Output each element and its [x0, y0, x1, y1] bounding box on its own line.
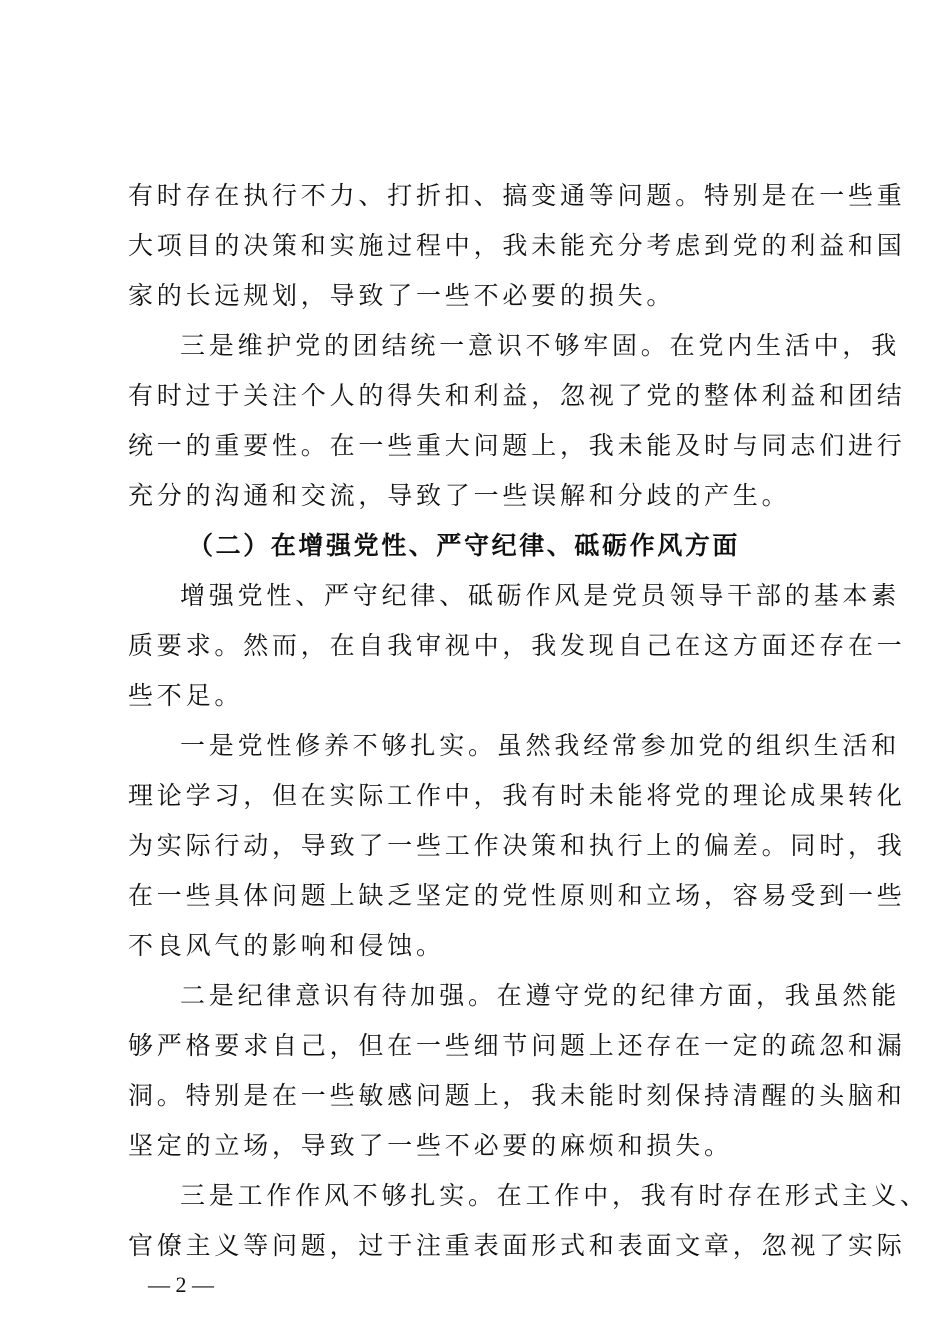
text-line: 不良风气的影响和侵蚀。: [128, 931, 445, 960]
paragraph-start-line: 二是纪律意识有待加强。在遵守党的纪律方面，我虽然能: [180, 981, 901, 1010]
text-line: 家的长远规划，导致了一些不必要的损失。: [128, 281, 676, 310]
page-number: — 2 —: [148, 1272, 214, 1297]
text-line: 大项目的决策和实施过程中，我未能充分考虑到党的利益和国: [128, 231, 906, 260]
section-heading: （二）在增强党性、严守纪律、砥砺作风方面: [188, 531, 741, 560]
text-line: 些不足。: [128, 681, 244, 710]
text-line: 洞。特别是在一些敏感问题上，我未能时刻保持清醒的头脑和: [128, 1081, 906, 1110]
text-line: 有时存在执行不力、打折扣、搞变通等问题。特别是在一些重: [128, 181, 906, 210]
text-line: 充分的沟通和交流，导致了一些误解和分歧的产生。: [128, 481, 791, 510]
text-line: 有时过于关注个人的得失和利益，忽视了党的整体利益和团结: [128, 381, 906, 410]
paragraph-start-line: 增强党性、严守纪律、砥砺作风是党员领导干部的基本素: [180, 581, 901, 610]
text-line: 在一些具体问题上缺乏坚定的党性原则和立场，容易受到一些: [128, 881, 906, 910]
text-line: 官僚主义等问题，过于注重表面形式和表面文章，忽视了实际: [128, 1231, 906, 1260]
paragraph-start-line: 一是党性修养不够扎实。虽然我经常参加党的组织生活和: [180, 731, 901, 760]
paragraph-start-line: 三是工作作风不够扎实。在工作中，我有时存在形式主义、: [180, 1181, 929, 1210]
text-line: 统一的重要性。在一些重大问题上，我未能及时与同志们进行: [128, 431, 906, 460]
text-line: 坚定的立场，导致了一些不必要的麻烦和损失。: [128, 1131, 733, 1160]
text-line: 够严格要求自己，但在一些细节问题上还存在一定的疏忽和漏: [128, 1031, 906, 1060]
paragraph-start-line: 三是维护党的团结统一意识不够牢固。在党内生活中，我: [180, 331, 901, 360]
text-line: 理论学习，但在实际工作中，我有时未能将党的理论成果转化: [128, 781, 906, 810]
text-line: 质要求。然而，在自我审视中，我发现自己在这方面还存在一: [128, 631, 906, 660]
text-line: 为实际行动，导致了一些工作决策和执行上的偏差。同时，我: [128, 831, 906, 860]
